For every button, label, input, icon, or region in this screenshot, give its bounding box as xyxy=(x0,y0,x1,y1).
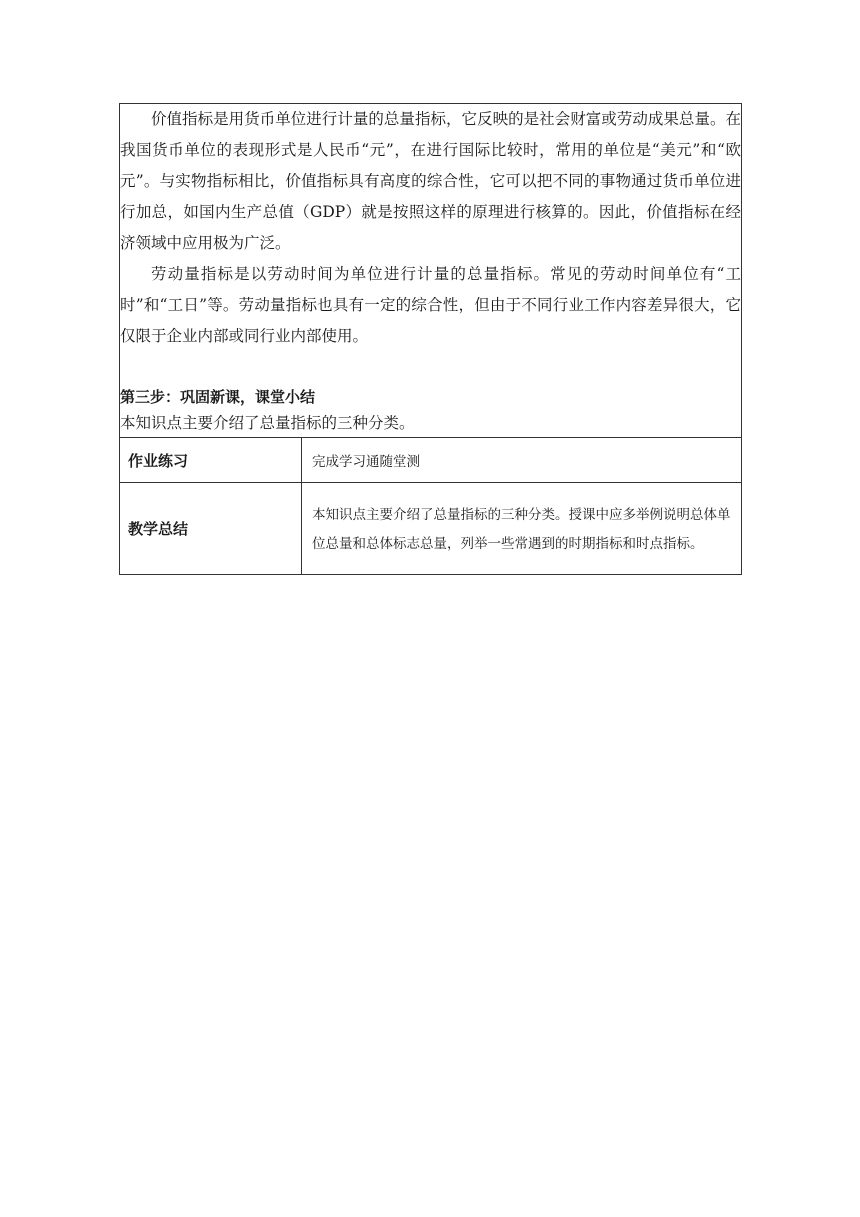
value-indicator-paragraph: 价值指标是用货币单位进行计量的总量指标，它反映的是社会财富或劳动成果总量。在我国货币单位的表现形式是人民币“元”，在进行国际比较时，常用的单位是“美元”和“欧元”。与实物指标相比，价值指标具有高度的综合性，它可以把不同的事物通过货币单位进行加总，如国内生产总值（GDP）就是按照这样的原理进行核算的。因此，价值指标在经济领域中应用极为广泛。 xyxy=(120,110,742,252)
homework-label: 作业练习 xyxy=(120,438,302,483)
homework-value: 完成学习通随堂测 xyxy=(302,438,742,483)
labor-indicator-paragraph: 劳动量指标是以劳动时间为单位进行计量的总量指标。常见的劳动时间单位有“工时”和“工日”等。劳动量指标也具有一定的综合性，但由于不同行业工作内容差异很大，它仅限于企业内部或同行业内部使用。 xyxy=(120,265,742,345)
homework-row xyxy=(120,438,742,483)
lesson-plan-table xyxy=(119,103,742,575)
step3-heading: 第三步：巩固新课，课堂小结 xyxy=(120,388,316,406)
summary-row xyxy=(120,483,742,575)
content-cell xyxy=(120,104,742,438)
summary-value-cell xyxy=(302,483,742,575)
content-row xyxy=(120,104,742,438)
blank-line xyxy=(120,352,741,383)
step3-text: 本知识点主要介绍了总量指标的三种分类。 xyxy=(120,414,415,432)
summary-label: 教学总结 xyxy=(120,483,302,575)
summary-value: 本知识点主要介绍了总量指标的三种分类。授课中应多举例说明总体单位总量和总体标志总量，列举一些常遇到的时期指标和时点指标。 xyxy=(312,506,731,552)
